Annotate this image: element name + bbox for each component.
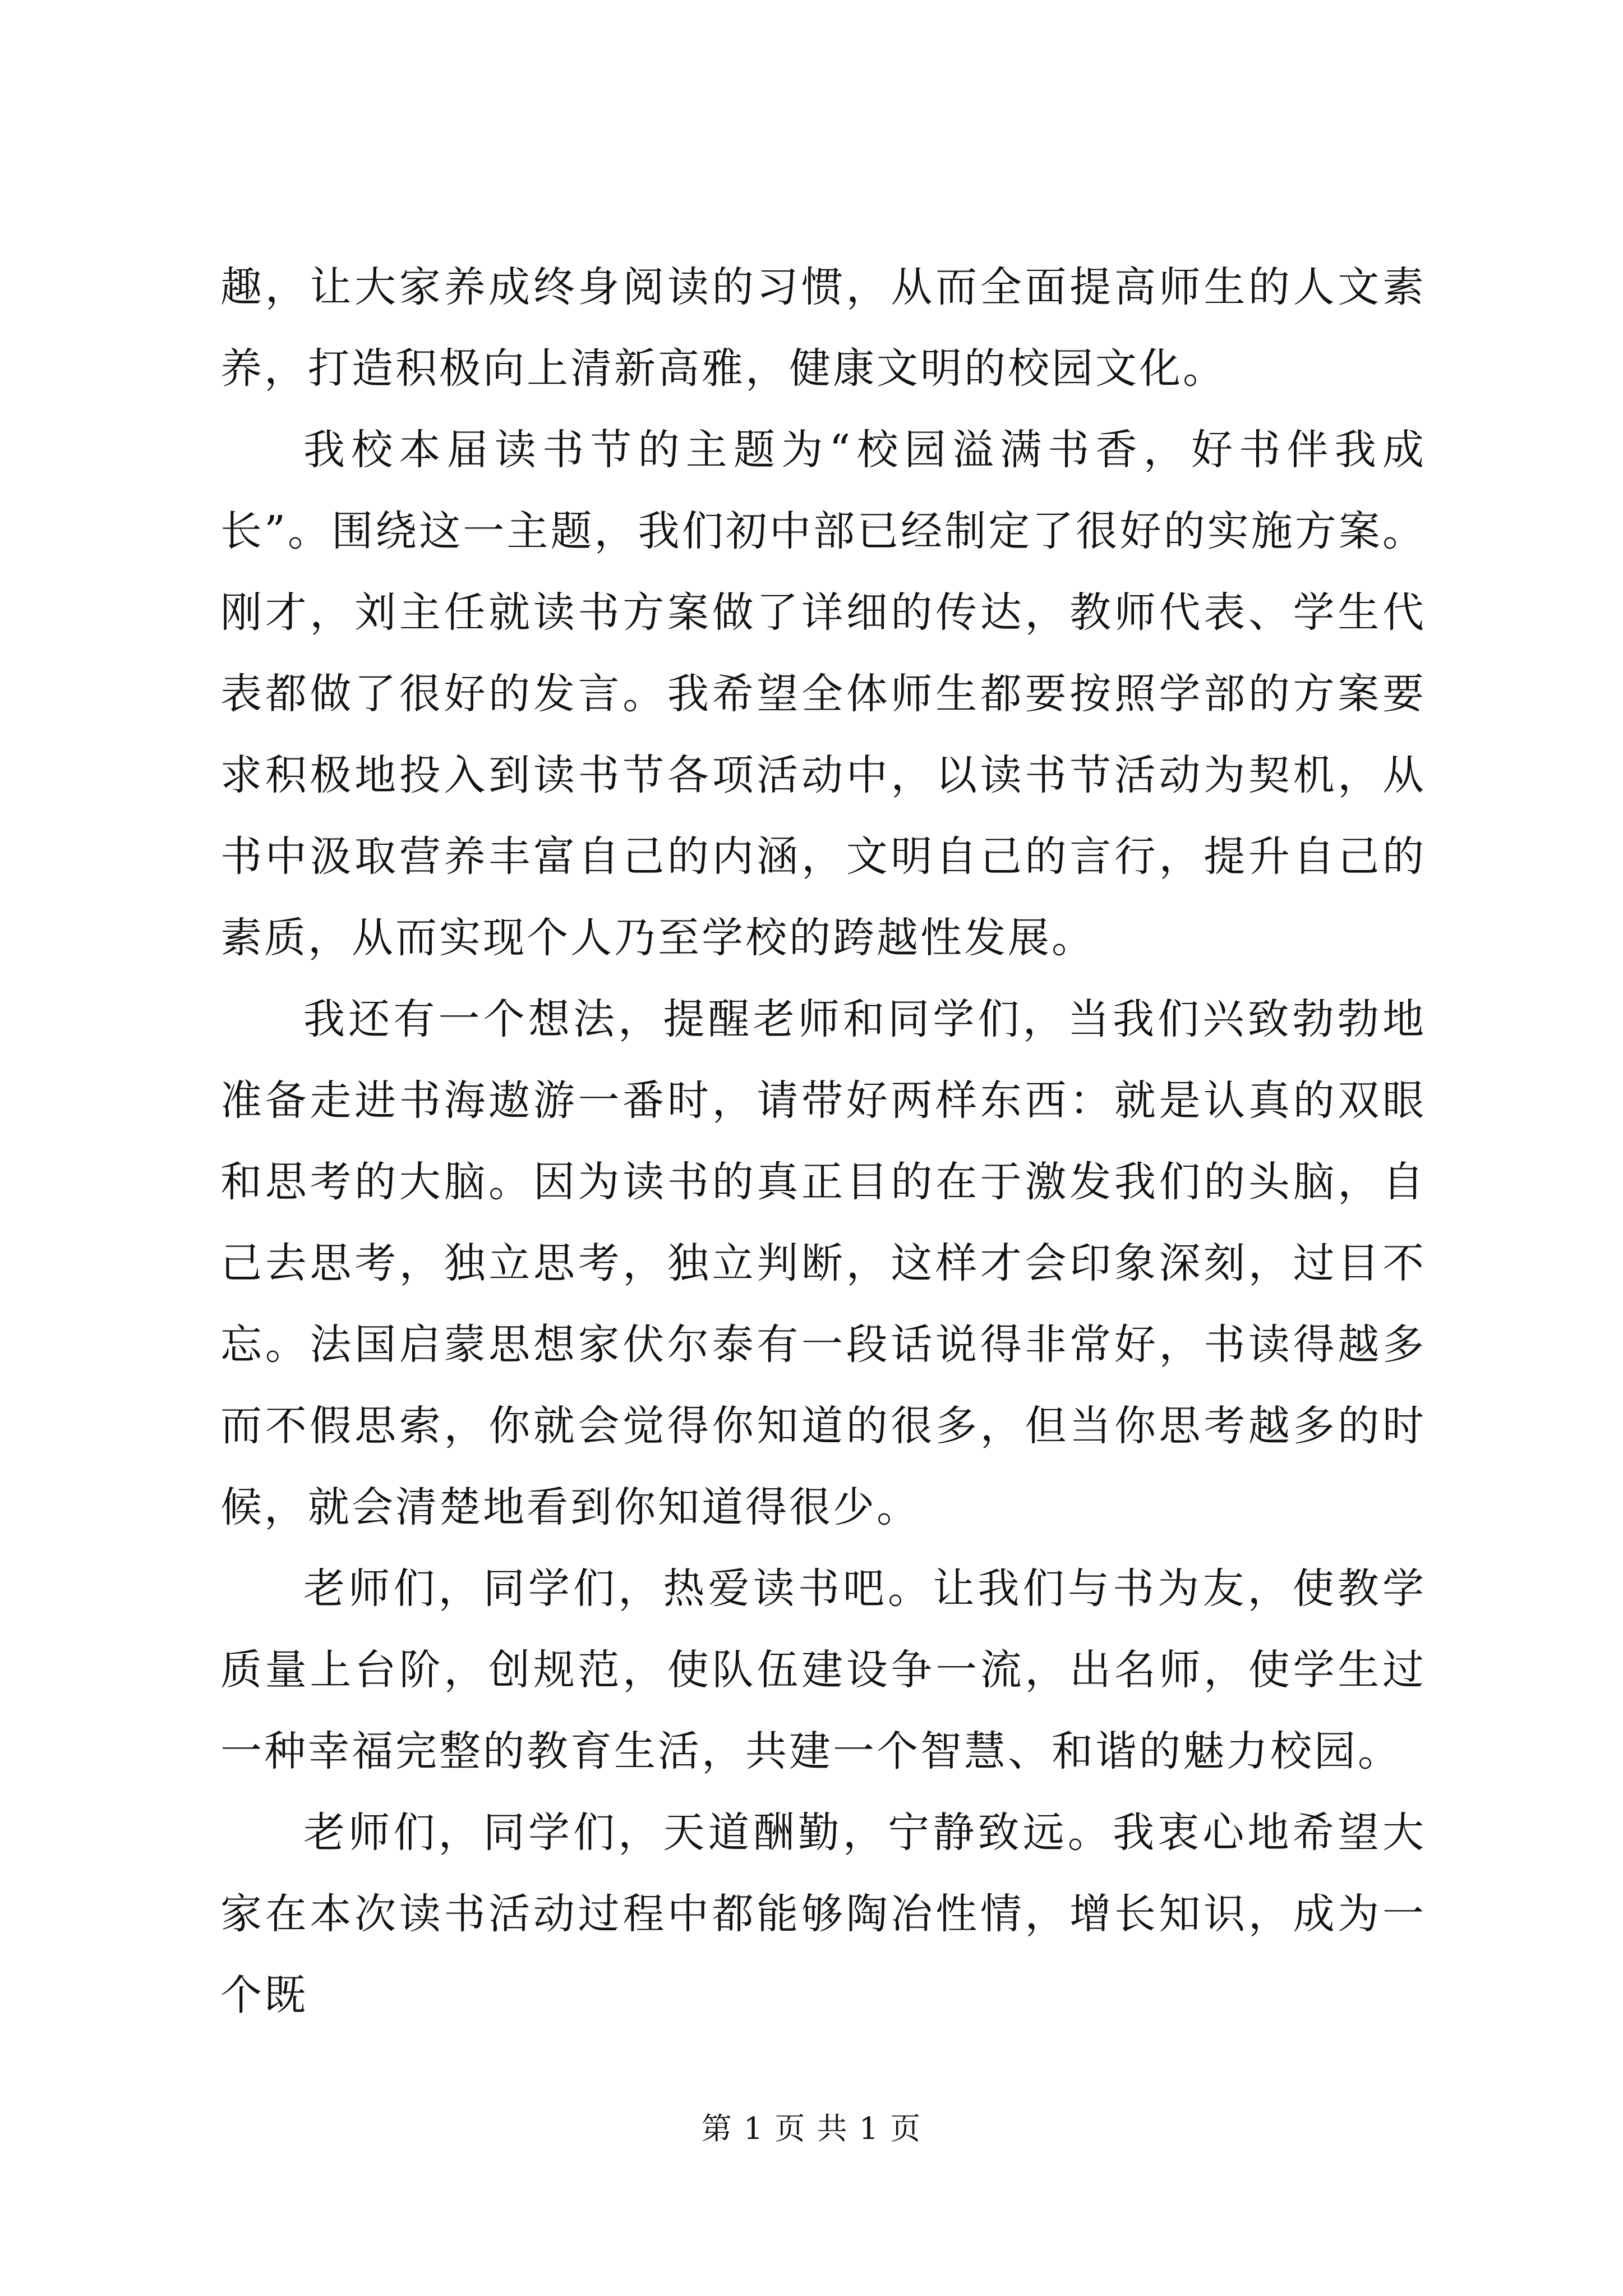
paragraph-1: 趣，让大家养成终身阅读的习惯，从而全面提高师生的人文素养，打造积极向上清新高雅，健康文明的校园文化。 [220, 263, 1426, 393]
page-number-label: 第 1 页 共 1 页 [701, 2111, 922, 2146]
paragraph-3: 我还有一个想法，提醒老师和同学们，当我们兴致勃勃地准备走进书海遨游一番时，请带好两样东西：就是认真的双眼和思考的大脑。因为读书的真正目的在于激发我们的头脑，自己去思考，独立思考，独立判断，这样才会印象深刻，过目不忘。法国启蒙思想家伏尔泰有一段话说得非常好，书读得越多而不假思索，你就会觉得你知道的很多，但当你思考越多的时候，就会清楚地看到你知道得很少。 [220, 995, 1426, 1531]
paragraph-4: 老师们，同学们，热爱读书吧。让我们与书为友，使教学质量上台阶，创规范，使队伍建设争一流，出名师，使学生过一种幸福完整的教育生活，共建一个智慧、和谐的魅力校园。 [220, 1565, 1426, 1775]
paragraph-2: 我校本届读书节的主题为“校园溢满书香，好书伴我成长”。围绕这一主题，我们初中部已经制定了很好的实施方案。刚才，刘主任就读书方案做了详细的传达，教师代表、学生代表都做了很好的发言。我希望全体师生都要按照学部的方案要求积极地投入到读书节各项活动中，以读书节活动为契机，从书中汲取营养丰富自己的内涵，文明自己的言行，提升自己的素质，从而实现个人乃至学校的跨越性发展。 [220, 426, 1426, 962]
paragraph-5: 老师们，同学们，天道酬勤，宁静致远。我衷心地希望大家在本次读书活动过程中都能够陶冶性情，增长知识，成为一个既 [220, 1809, 1426, 2019]
page-footer [0, 2109, 1623, 2148]
document-body [220, 247, 1426, 2036]
